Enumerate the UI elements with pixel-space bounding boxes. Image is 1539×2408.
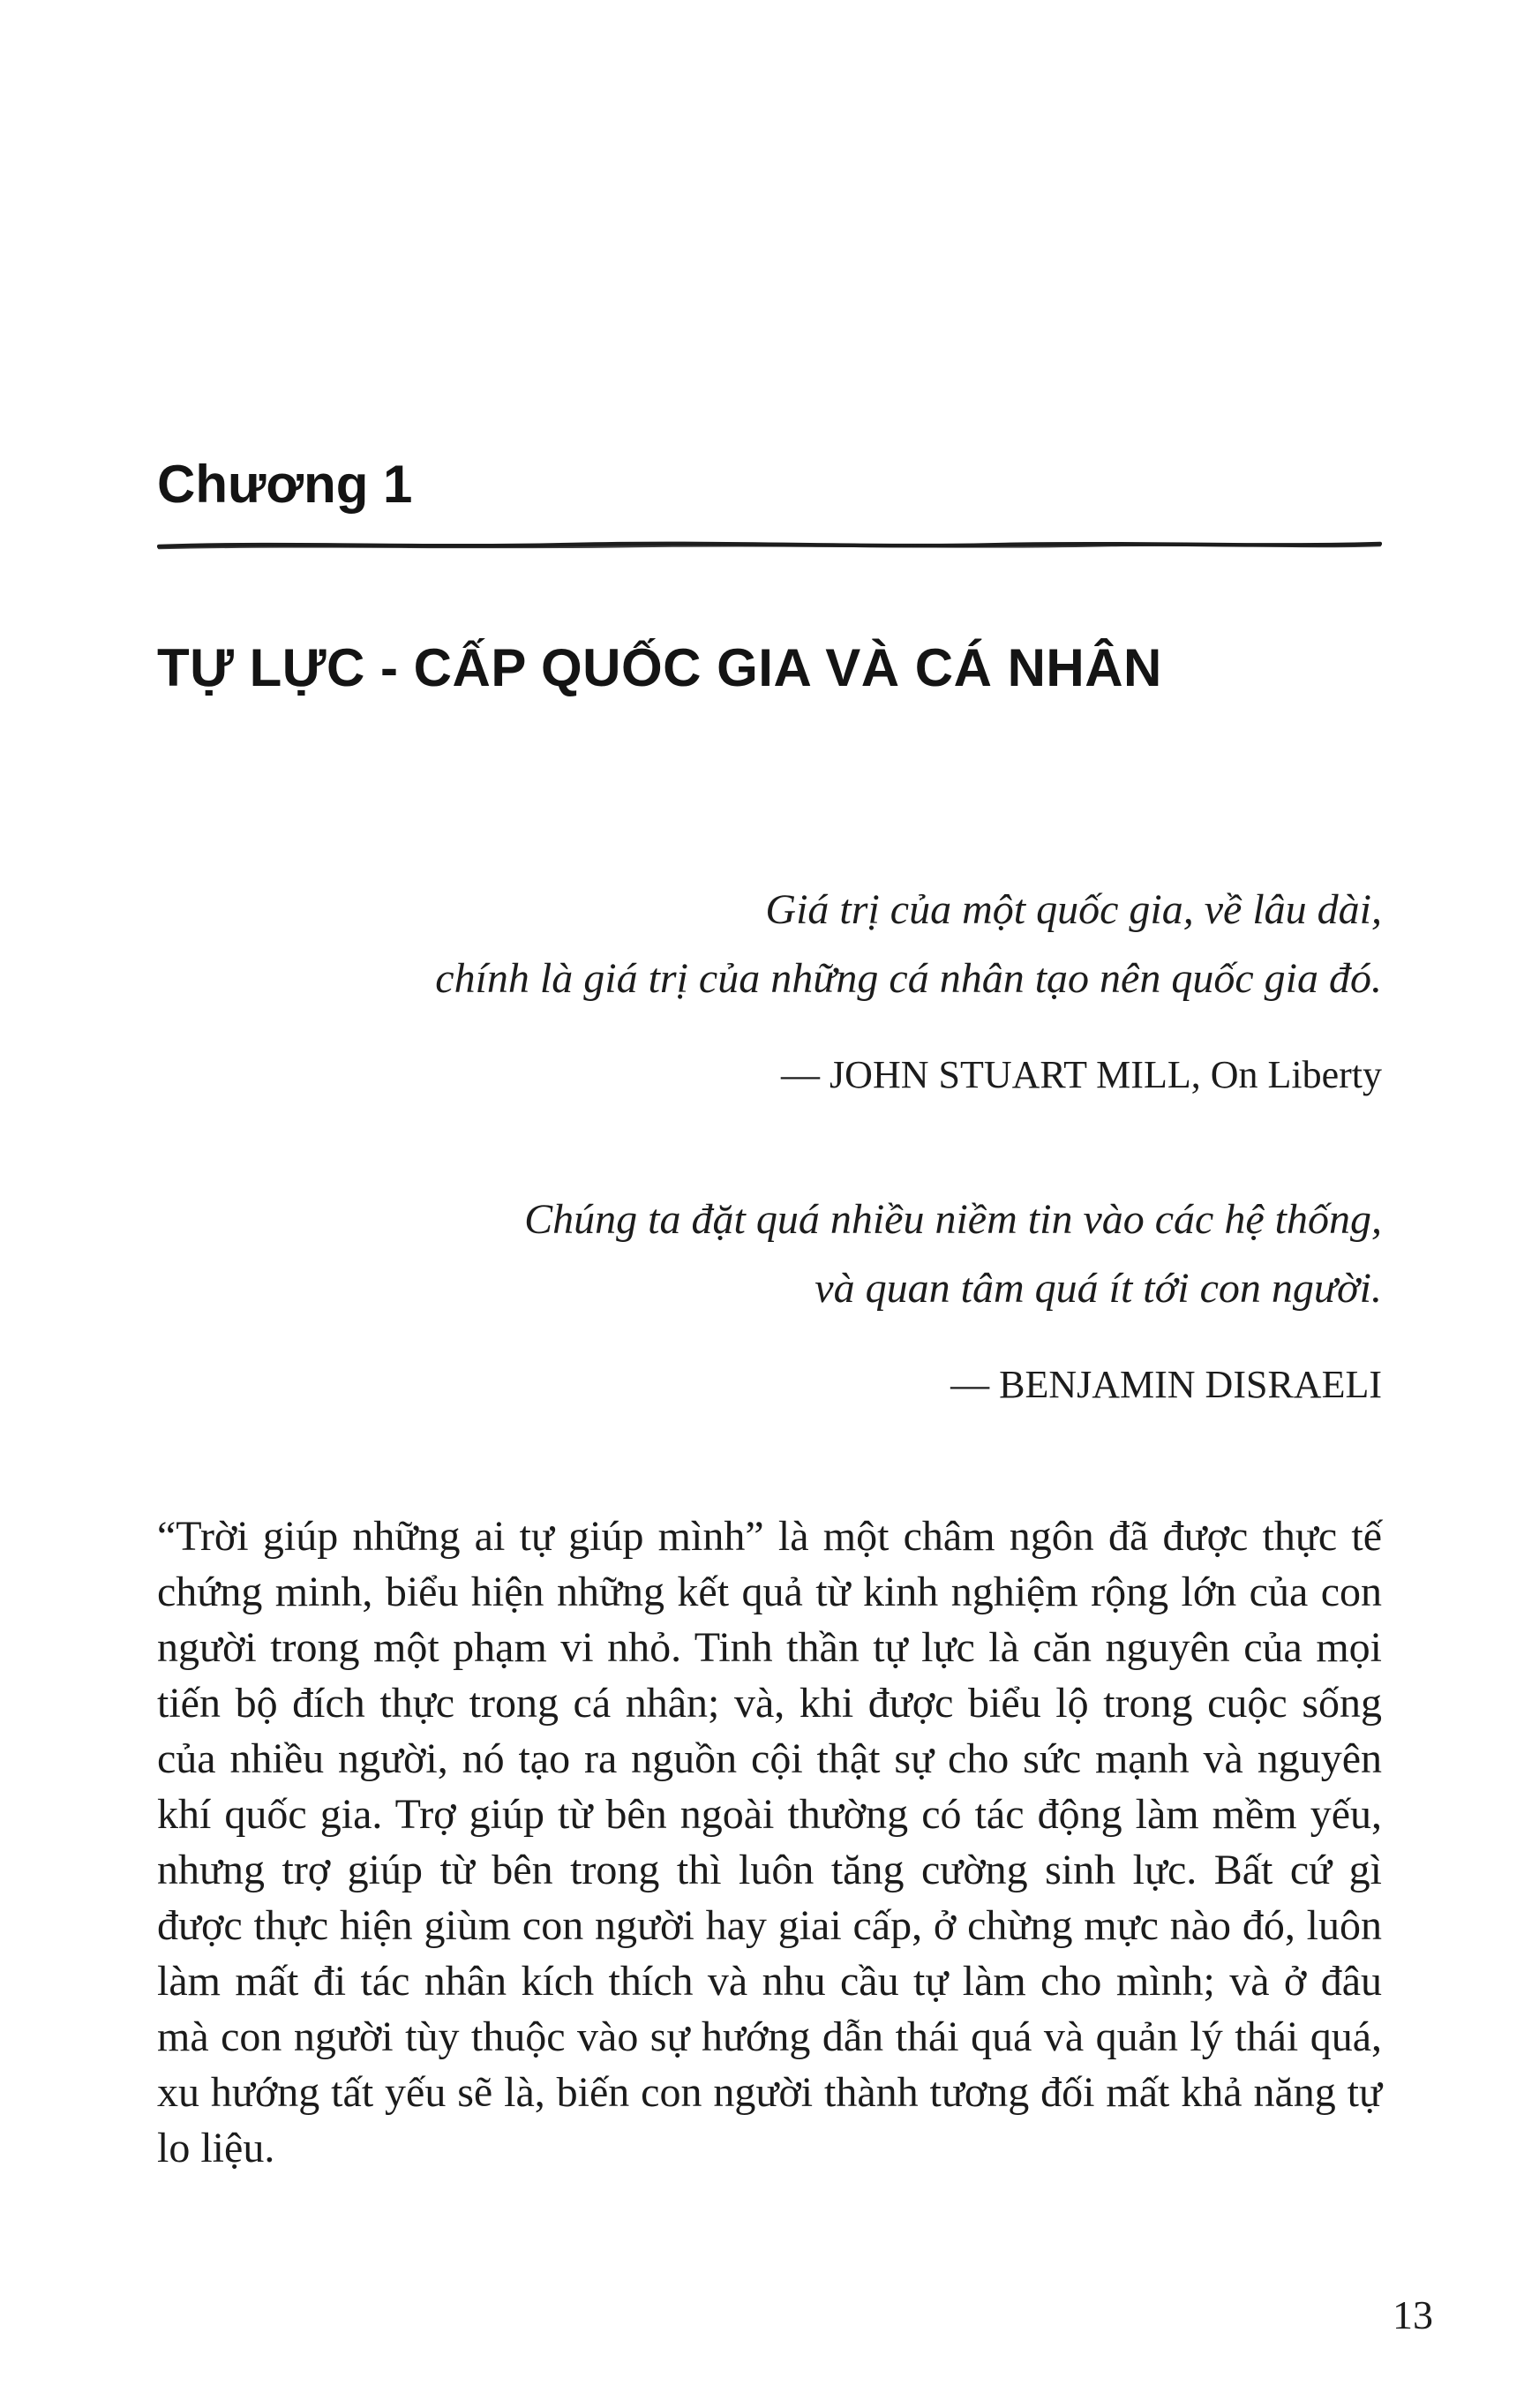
epigraph-quote-line: Giá trị của một quốc gia, về lâu dài, <box>765 886 1382 933</box>
body-paragraph: “Trời giúp những ai tự giúp mình” là một châm ngôn đã được thực tế chứng minh, biểu hiện những kết quả từ kinh nghiệm rộng lớn của con người trong một phạm vi nhỏ. Tinh thần tự lực là căn nguyên của mọi tiến bộ đích thực trong cá nhân; và, khi được biểu lộ trong cuộc sống của nhiều người, nó tạo ra nguồn cội thật sự cho sức mạnh và nguyên khí quốc gia. Trợ giúp từ bên ngoài thường có tác động làm mềm yếu, nhưng trợ giúp từ bên trong thì luôn tăng cường sinh lực. Bất cứ gì được thực hiện giùm con người hay giai cấp, ở chừng mực nào đó, luôn làm mất đi tác nhân kích thích và nhu cầu tự làm cho mình; và ở đâu mà con người tùy thuộc vào sự hướng dẫn thái quá và quản lý thái quá, xu hướng tất yếu sẽ là, biến con người thành tương đối mất khả năng tự lo liệu. <box>157 1513 1382 2171</box>
epigraph-attribution: — JOHN STUART MILL, On Liberty <box>781 1053 1382 1096</box>
chapter-underline-rule <box>157 538 1382 553</box>
epigraph-quote-line: chính là giá trị của những cá nhân tạo nên quốc gia đó. <box>435 955 1382 1002</box>
chapter-label: Chương 1 <box>157 455 413 514</box>
chapter-title: TỰ LỰC - CẤP QUỐC GIA VÀ CÁ NHÂN <box>157 638 1162 697</box>
epigraph-attribution: — BENJAMIN DISRAELI <box>950 1363 1382 1406</box>
page-content <box>157 0 1382 2176</box>
epigraph-quote-line: Chúng ta đặt quá nhiều niềm tin vào các hệ thống, <box>524 1196 1382 1243</box>
epigraph-quote-line: và quan tâm quá ít tới con người. <box>815 1265 1382 1312</box>
page-number: 13 <box>1393 2292 1433 2337</box>
epigraph-disraeli <box>157 1185 1382 1411</box>
epigraph-mill <box>157 876 1382 1102</box>
